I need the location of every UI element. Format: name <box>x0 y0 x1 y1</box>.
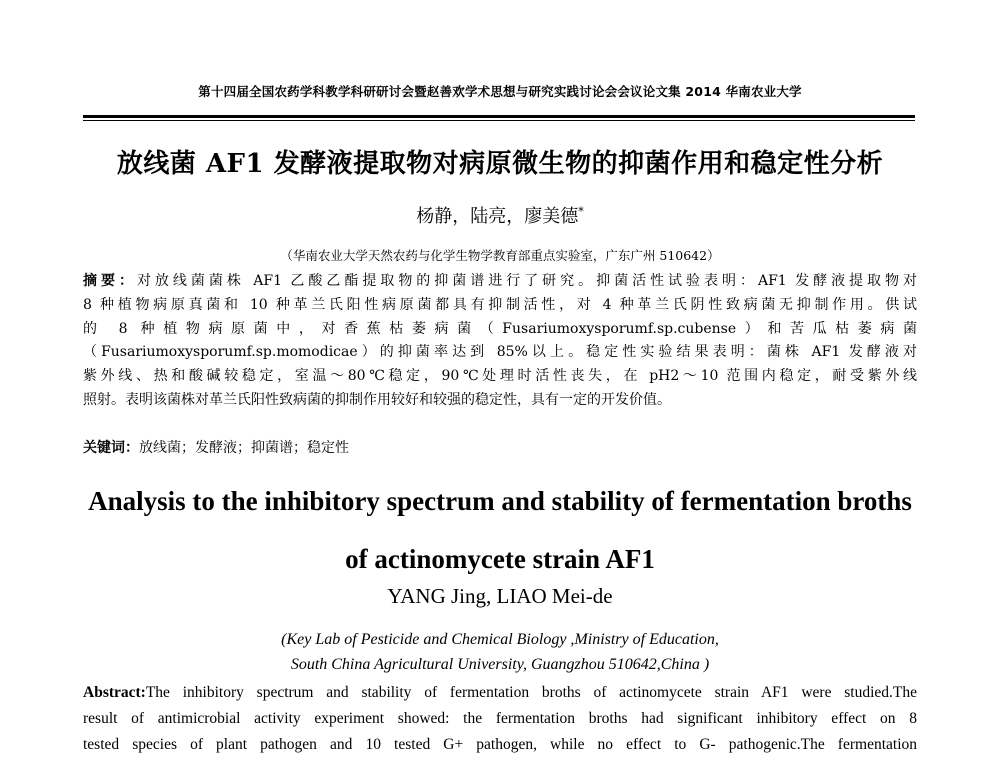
chinese-keywords-label: 关键词： <box>83 440 139 456</box>
chinese-abstract-line-4: （Fusariumoxysporumf.sp.momodicae）的抑菌率达到 85%以上。稳定性实验结果表明：菌株 AF1 发酵液对 <box>83 344 917 361</box>
english-title <box>60 472 940 588</box>
chinese-keywords-text: 放线菌；发酵液；抑菌谱；稳定性 <box>139 440 349 456</box>
chinese-abstract-line-1 <box>83 270 917 294</box>
chinese-abstract-text-1: 对放线菌菌株 AF1 乙酸乙酯提取物的抑菌谱进行了研究。抑菌活性试验表明：AF1 发酵液提取物对 <box>136 273 918 289</box>
chinese-abstract-line-2: 8 种植物病原真菌和 10 种革兰氏阳性病原菌都具有抑制活性，对 4 种革兰氏阴性致病菌无抑制作用。供试 <box>83 296 917 313</box>
english-abstract <box>83 680 917 758</box>
english-affiliation-line-2: South China Agricultural University, Guangzhou 510642,China ) <box>290 656 710 673</box>
english-affiliation-line-1: (Key Lab of Pesticide and Chemical Biology ,Ministry of Education, <box>281 631 719 648</box>
chinese-keywords <box>83 437 917 457</box>
corresponding-author-mark: * <box>578 205 584 218</box>
chinese-abstract-line-3: 的 8 种植物病原菌中，对香蕉枯萎病菌（Fusariumoxysporumf.sp.cubense）和苦瓜枯萎病菌 <box>83 320 917 337</box>
english-title-line-2: of actinomycete strain AF1 <box>345 544 655 574</box>
english-affiliation <box>0 627 1000 677</box>
english-authors: YANG Jing, LIAO Mei-de <box>387 584 613 608</box>
header-rule-thin <box>83 120 915 121</box>
chinese-author-names: 杨静，陆亮，廖美德 <box>416 206 579 227</box>
header-rule-thick <box>83 115 915 118</box>
chinese-abstract-label: 摘要： <box>83 273 137 289</box>
english-abstract-line-3: tested species of plant pathogen and 10 tested G+ pathogen, while no effect to G- pathogenic.The fermentation <box>83 736 917 753</box>
chinese-affiliation: （华南农业大学天然农药与化学生物学教育部重点实验室，广东广州 510642） <box>280 248 720 263</box>
english-title-line-1: Analysis to the inhibitory spectrum and stability of fermentation broths <box>88 486 912 516</box>
chinese-abstract <box>83 270 917 413</box>
chinese-authors <box>0 202 1000 228</box>
running-header: 第十四届全国农药学科教学科研研讨会暨赵善欢学术思想与研究实践讨论会会议论文集 2014 华南农业大学 <box>198 84 802 99</box>
english-abstract-line-2: result of antimicrobial activity experiment showed: the fermentation broths had significant inhibitory effect on 8 <box>83 710 917 727</box>
english-abstract-label: Abstract: <box>83 684 146 701</box>
chinese-abstract-line-6: 照射。表明该菌株对革兰氏阳性致病菌的抑制作用较好和较强的稳定性，具有一定的开发价值。 <box>83 391 671 408</box>
english-abstract-line-1 <box>83 680 917 706</box>
chinese-abstract-line-5: 紫外线、热和酸碱较稳定，室温～80℃稳定，90℃处理时活性丧失，在 pH2～10 范围内稳定，耐受紫外线 <box>83 368 917 385</box>
chinese-title: 放线菌 AF1 发酵液提取物对病原微生物的抑菌作用和稳定性分析 <box>116 149 884 179</box>
english-abstract-text-1: The inhibitory spectrum and stability of fermentation broths of actinomycete strain AF1 were studied.The <box>145 684 917 701</box>
